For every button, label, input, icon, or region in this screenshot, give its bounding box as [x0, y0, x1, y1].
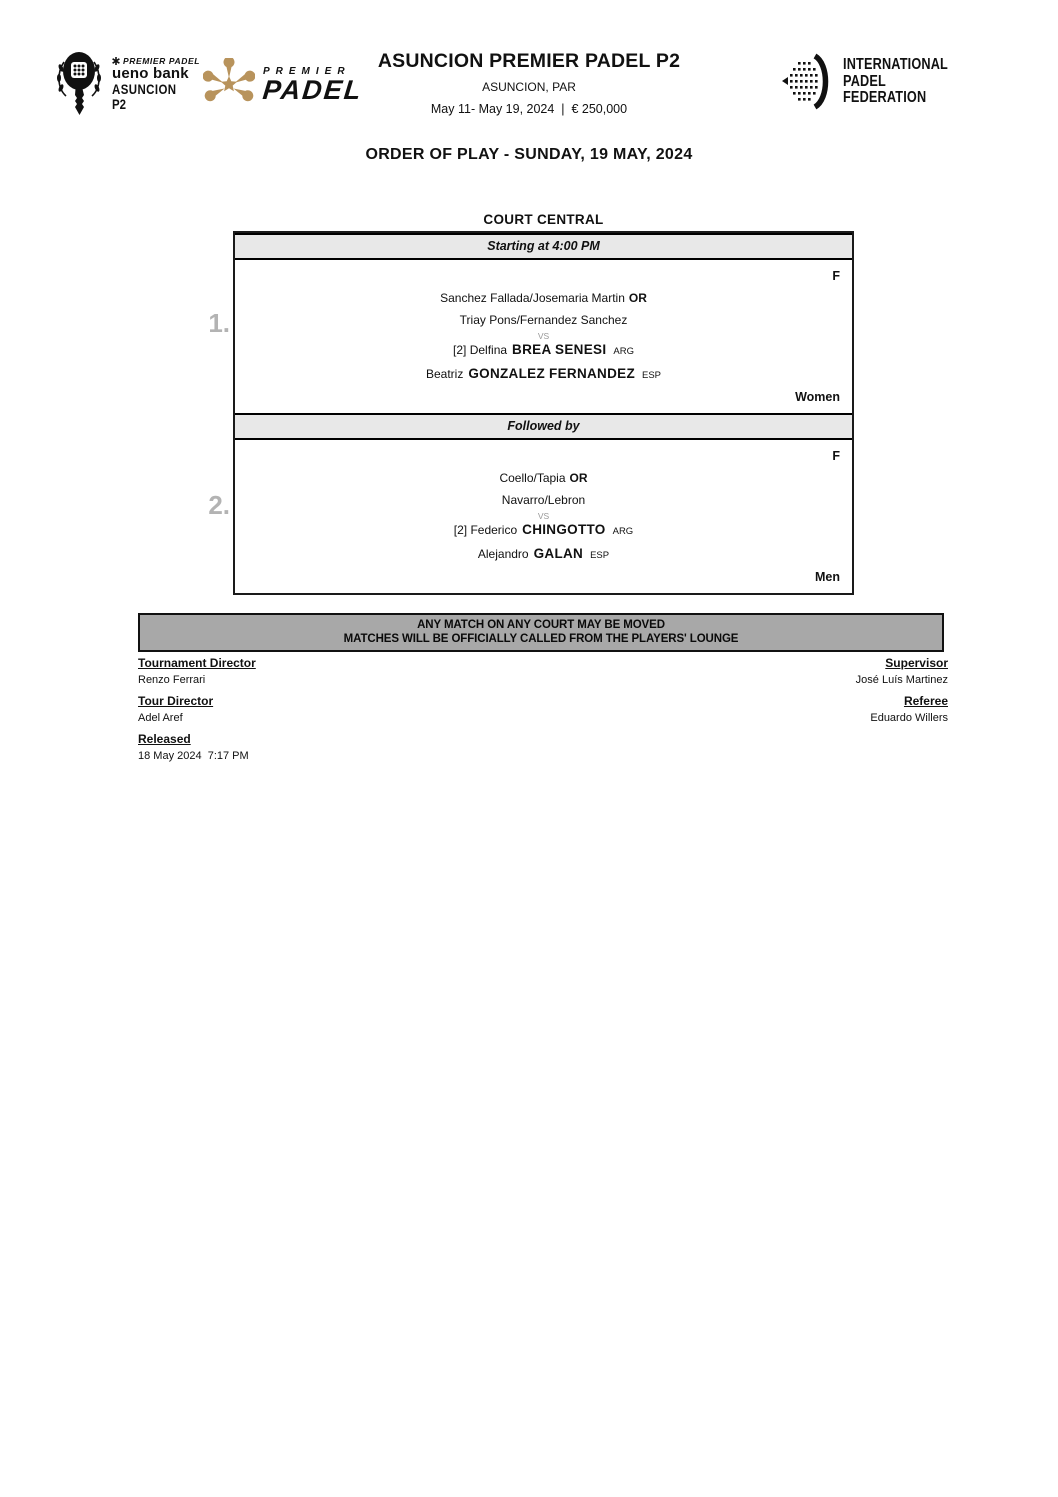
country-code: ESP — [642, 370, 662, 381]
premier-padel-star-icon — [203, 58, 255, 110]
event-tier: P2 — [112, 96, 127, 112]
tournament-dates-prize: May 11- May 19, 2024 | € 250,000 — [430, 102, 628, 116]
released-label: Released — [138, 732, 191, 746]
match-1-team2-player2: Beatriz GONZALEZ FERNANDEZ ESP — [425, 366, 662, 381]
referee-name: Eduardo Willers — [870, 712, 948, 724]
supervisor-name: José Luís Martinez — [855, 674, 948, 686]
vs-label: VS — [537, 511, 550, 521]
padel-racket-laurel-icon — [52, 48, 106, 122]
match-2-round: F — [832, 449, 840, 463]
tournament-title-block — [279, 50, 779, 116]
match-1-number: 1. — [208, 308, 230, 338]
country-code: ESP — [590, 550, 610, 561]
match-2-category: Men — [815, 570, 840, 584]
match-1-team1-option2: Triay Pons/Fernandez Sanchez — [459, 313, 628, 327]
event-city: ASUNCION — [112, 81, 177, 97]
event-logo — [52, 48, 200, 122]
country-code: ARG — [612, 526, 634, 537]
match-1-slot-header: Starting at 4:00 PM — [235, 233, 852, 260]
court-name: COURT CENTRAL — [483, 212, 604, 227]
referee-label: Referee — [903, 694, 948, 708]
tour-director-name: Adel Aref — [138, 712, 183, 724]
tournament-title: ASUNCION PREMIER PADEL P2 — [377, 50, 681, 72]
vs-label: VS — [537, 331, 550, 341]
tour-director-label: Tour Director — [138, 694, 214, 708]
match-1-round: F — [832, 269, 840, 283]
premier-padel-small-wordmark: PREMIER PADEL — [112, 56, 200, 66]
match-1-team2-player1: [2] Delfina BREA SENESI ARG — [453, 342, 634, 357]
notice-bar — [138, 613, 944, 652]
notice-line-1: ANY MATCH ON ANY COURT MAY BE MOVED — [417, 619, 665, 631]
supervisor-label: Supervisor — [885, 656, 948, 670]
tournament-location: ASUNCION, PAR — [482, 80, 576, 94]
match-1-team1-option1: Sanchez Fallada/Josemaria Martin OR — [440, 291, 647, 305]
order-of-play-title: ORDER OF PLAY - SUNDAY, 19 MAY, 2024 — [365, 146, 693, 163]
match-2-team2-player2: Alejandro GALAN ESP — [477, 546, 610, 561]
match-1 — [235, 260, 852, 413]
match-1-category: Women — [795, 390, 840, 404]
match-2-team2-player1: [2] Federico CHINGOTTO ARG — [453, 522, 634, 537]
padel-wordmark: PADEL — [261, 74, 365, 105]
or-label: OR — [569, 471, 588, 485]
notice-line-2: MATCHES WILL BE OFFICIALLY CALLED FROM THE PLAYERS' LOUNGE — [343, 633, 739, 645]
match-2-team1-option1: Coello/Tapia OR — [499, 471, 588, 485]
premier-wordmark: PREMIER — [263, 65, 351, 77]
court-central-match-table — [233, 231, 854, 595]
ipf-wordmark: INTERNATIONAL PADEL FEDERATION — [843, 56, 948, 107]
match-2-team1-option2: Navarro/Lebron — [501, 493, 586, 507]
released-datetime: 18 May 2024 7:17 PM — [138, 750, 249, 762]
match-2 — [235, 440, 852, 593]
country-code: ARG — [613, 346, 634, 357]
or-label: OR — [628, 291, 647, 305]
tournament-director-label: Tournament Director — [138, 656, 256, 670]
match-2-slot-header: Followed by — [235, 413, 852, 440]
ipf-logo — [782, 53, 971, 111]
sponsor-wordmark: ueno bank — [112, 65, 189, 82]
match-2-number: 2. — [208, 490, 230, 520]
officials-right-column — [856, 656, 948, 732]
officials-left-column — [138, 656, 256, 770]
tournament-director-name: Renzo Ferrari — [138, 674, 206, 686]
ipf-globe-icon — [782, 53, 834, 111]
